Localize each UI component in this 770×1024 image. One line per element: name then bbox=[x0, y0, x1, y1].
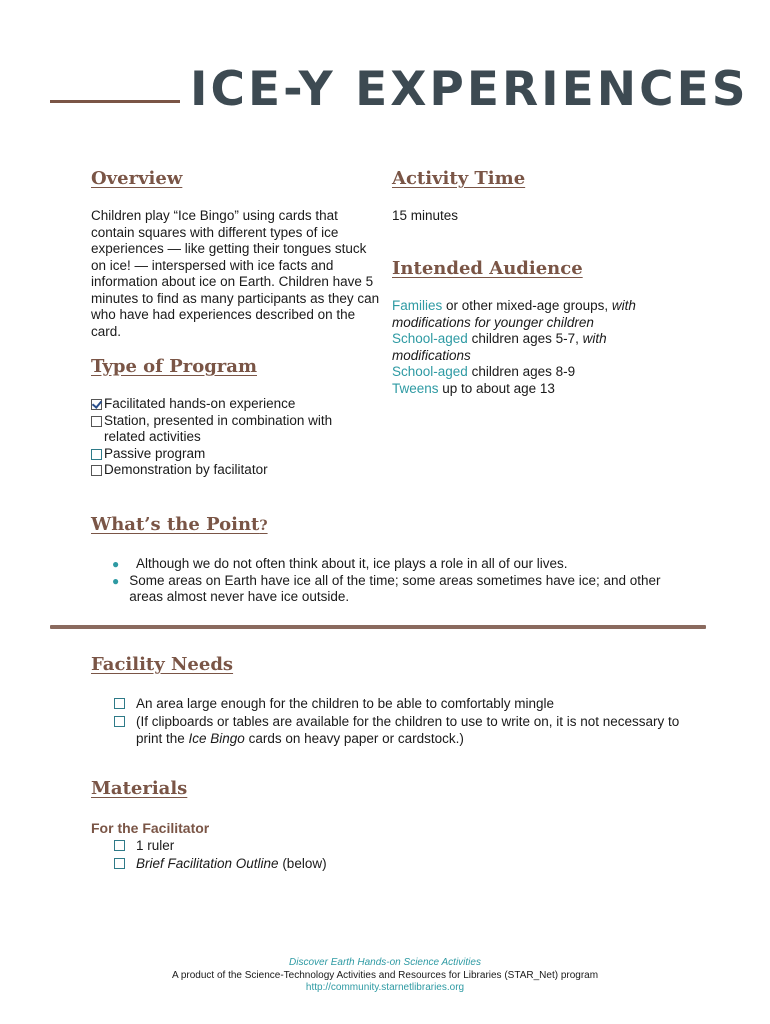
checkbox-icon[interactable] bbox=[91, 449, 102, 460]
list-item bbox=[114, 855, 694, 873]
title-rule bbox=[50, 100, 180, 103]
list-item bbox=[114, 713, 694, 748]
materials-list bbox=[114, 837, 694, 872]
checkbox-icon[interactable] bbox=[114, 840, 125, 851]
audience-label: Tweens bbox=[392, 380, 439, 396]
activity-time-value: 15 minutes bbox=[392, 208, 459, 223]
materials-item bbox=[136, 855, 694, 873]
facility-item-text: (If clipboards or tables are available for the children to use to write on, it is not necessary to print the bbox=[136, 713, 680, 746]
facility-heading: Facility Needs bbox=[91, 654, 234, 675]
program-option-label: Facilitated hands-on experience bbox=[104, 396, 296, 411]
activity-time-heading: Activity Time bbox=[392, 168, 526, 189]
program-option[interactable] bbox=[91, 462, 351, 479]
checkbox-icon[interactable] bbox=[91, 416, 102, 427]
program-option[interactable] bbox=[91, 446, 351, 463]
facility-item-emphasis: Ice Bingo bbox=[188, 731, 245, 746]
point-heading bbox=[91, 514, 268, 535]
audience-text: or other mixed-age groups, bbox=[442, 298, 612, 313]
bullet-icon: ● bbox=[112, 557, 120, 571]
audience-note: with modifications for younger children bbox=[392, 298, 636, 330]
page-title: ICE-Y EXPERIENCES bbox=[190, 62, 749, 117]
point-bullets bbox=[112, 556, 672, 606]
facility-list bbox=[114, 695, 694, 748]
program-option-label: Station, presented in combination with related activities bbox=[104, 412, 333, 444]
materials-item-emphasis: Brief Facilitation Outline bbox=[136, 855, 279, 871]
list-item bbox=[112, 556, 672, 573]
checkbox-icon[interactable] bbox=[114, 858, 125, 869]
footer-series: Discover Earth Hands-on Science Activities bbox=[289, 957, 481, 968]
program-type-heading: Type of Program bbox=[91, 356, 257, 377]
audience-text: children ages 5-7, bbox=[467, 331, 583, 346]
checked-checkbox-icon[interactable] bbox=[91, 399, 102, 410]
bullet-text: Although we do not often think about it, ice plays a role in all of our lives. bbox=[136, 556, 568, 571]
audience-text: up to about age 13 bbox=[438, 380, 555, 396]
program-option[interactable] bbox=[91, 413, 351, 446]
checkbox-icon[interactable] bbox=[91, 465, 102, 476]
audience-label: School-aged bbox=[392, 331, 468, 346]
bullet-icon: ● bbox=[112, 573, 120, 588]
audience-label: Families bbox=[392, 298, 443, 313]
materials-heading: Materials bbox=[91, 778, 188, 799]
materials-item: 1 ruler bbox=[136, 838, 175, 853]
facility-item bbox=[136, 713, 694, 748]
section-divider bbox=[50, 625, 706, 629]
facility-item-text: cards on heavy paper or cardstock.) bbox=[244, 731, 464, 746]
list-item bbox=[114, 837, 694, 855]
point-heading-text: What’s the Point bbox=[91, 514, 260, 535]
program-option[interactable] bbox=[91, 396, 351, 413]
audience-note: with modifications bbox=[392, 331, 607, 363]
audience-item bbox=[392, 381, 662, 398]
audience-heading: Intended Audience bbox=[392, 258, 583, 279]
materials-subheading: For the Facilitator bbox=[91, 820, 210, 836]
bullet-text: Some areas on Earth have ice all of the time; some areas sometimes have ice; and other areas almost never have ice outside. bbox=[129, 572, 661, 604]
audience-text: children ages 8-9 bbox=[467, 364, 576, 379]
materials-item-text: (below) bbox=[278, 855, 327, 871]
audience-item bbox=[392, 364, 662, 381]
program-option-label: Passive program bbox=[104, 445, 206, 461]
checkbox-icon[interactable] bbox=[114, 698, 125, 709]
audience-label: School-aged bbox=[392, 364, 468, 379]
footer bbox=[0, 957, 770, 995]
overview-heading: Overview bbox=[91, 168, 183, 189]
point-heading-qmark: ? bbox=[259, 518, 268, 534]
audience-item bbox=[392, 298, 662, 331]
list-item bbox=[114, 695, 694, 713]
facility-item: An area large enough for the children to be able to comfortably mingle bbox=[136, 696, 555, 711]
audience-list bbox=[392, 298, 662, 397]
overview-text: Children play “Ice Bingo” using cards that contain squares with different types of ice experiences — like getting their tongues stuck on ice! — interspersed with ice facts and information about ice on Earth. Children have 5 minutes to find as many participants as they can who have had experiences described on the card. bbox=[91, 208, 380, 339]
footer-link[interactable]: http://community.starnetlibraries.org bbox=[305, 982, 465, 993]
footer-product: A product of the Science-Technology Activities and Resources for Libraries (STAR_Net) program bbox=[171, 969, 599, 981]
program-option-label: Demonstration by facilitator bbox=[104, 462, 268, 477]
list-item bbox=[112, 573, 672, 606]
checkbox-icon[interactable] bbox=[114, 716, 125, 727]
audience-item bbox=[392, 331, 662, 364]
program-type-options bbox=[91, 396, 351, 479]
